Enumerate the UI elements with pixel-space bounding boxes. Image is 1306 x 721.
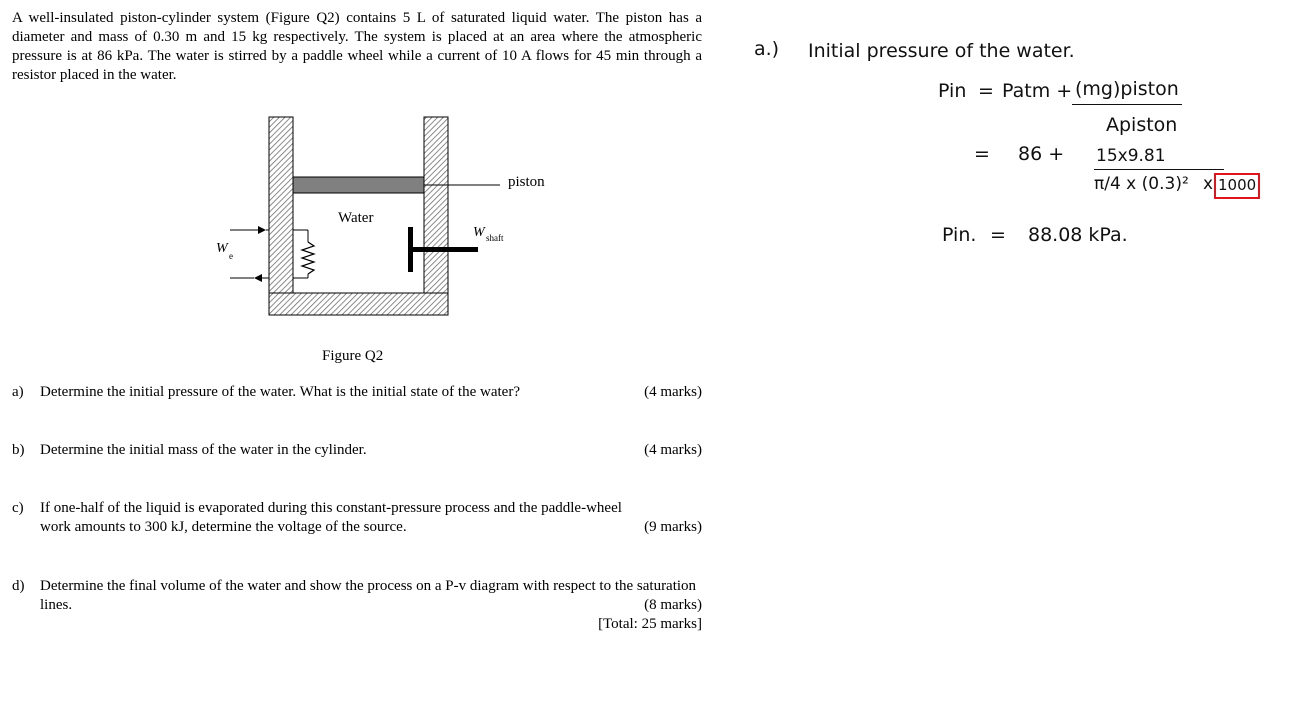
fraction-bar-2: [1094, 169, 1224, 170]
piston-label: piston: [508, 174, 545, 190]
line2-equals: =: [974, 143, 990, 165]
question-d-label: d): [12, 578, 25, 594]
wshaft-subscript: shaft: [486, 233, 504, 243]
result-pin: Pin.: [942, 224, 977, 246]
highlighted-factor: 1000: [1218, 176, 1257, 194]
question-a-text: Determine the initial pressure of the water. What is the initial state of the water?: [40, 384, 520, 400]
result-equals: =: [990, 224, 1006, 246]
multiply-sign: x: [1203, 174, 1214, 194]
piston-shape: [293, 177, 424, 193]
total-marks: [Total: 25 marks]: [598, 616, 702, 632]
we-subscript: e: [229, 251, 233, 261]
weight-value: 15x9.81: [1096, 146, 1166, 166]
water-label: Water: [338, 210, 374, 226]
question-b-marks: (4 marks): [644, 442, 702, 458]
question-c-marks: (9 marks): [644, 519, 702, 535]
resistor: [302, 242, 314, 274]
figure-q2-diagram: [0, 0, 720, 364]
atm-value: 86 +: [1018, 143, 1065, 165]
question-a-label: a): [12, 384, 24, 400]
solution-part-label: a.): [754, 38, 780, 60]
question-c-text: If one-half of the liquid is evaporated during this constant-pressure process and the paddle-wheel work amounts to 300 kJ, determine the voltage of the source.: [40, 500, 622, 535]
figure-caption: Figure Q2: [322, 348, 384, 364]
patm-term: Patm +: [1002, 80, 1073, 102]
question-c-label: c): [12, 500, 24, 516]
question-a-marks: (4 marks): [644, 384, 702, 400]
weight-term: (mg)piston: [1075, 78, 1179, 100]
wshaft-label: W: [473, 225, 485, 240]
result-value: 88.08 kPa.: [1028, 224, 1128, 246]
we-label: W: [216, 241, 228, 256]
area-term: Apiston: [1106, 114, 1178, 136]
question-b-text: Determine the initial mass of the water in the cylinder.: [40, 442, 367, 458]
question-b-label: b): [12, 442, 25, 458]
problem-statement: A well-insulated piston-cylinder system (Figure Q2) contains 5 L of saturated liquid water. The piston has a diameter and mass of 0.30 m and 15 kg respectively. The system is placed at an area where the atmospheric pressure is at 86 kPa. The water is stirred by a paddle wheel while a current of 10 A flows for 45 min through a resistor placed in the water.: [12, 10, 702, 83]
line1-equals: =: [978, 80, 994, 102]
area-value: π/4 x (0.3)²: [1094, 174, 1189, 194]
pin-symbol: Pin: [938, 80, 967, 102]
solution-heading: Initial pressure of the water.: [808, 40, 1075, 62]
question-d-text: Determine the final volume of the water and show the process on a P-v diagram with respect to the saturation lines.: [40, 578, 697, 613]
question-d-marks: (8 marks): [644, 597, 702, 613]
fraction-bar-1: [1072, 104, 1182, 105]
